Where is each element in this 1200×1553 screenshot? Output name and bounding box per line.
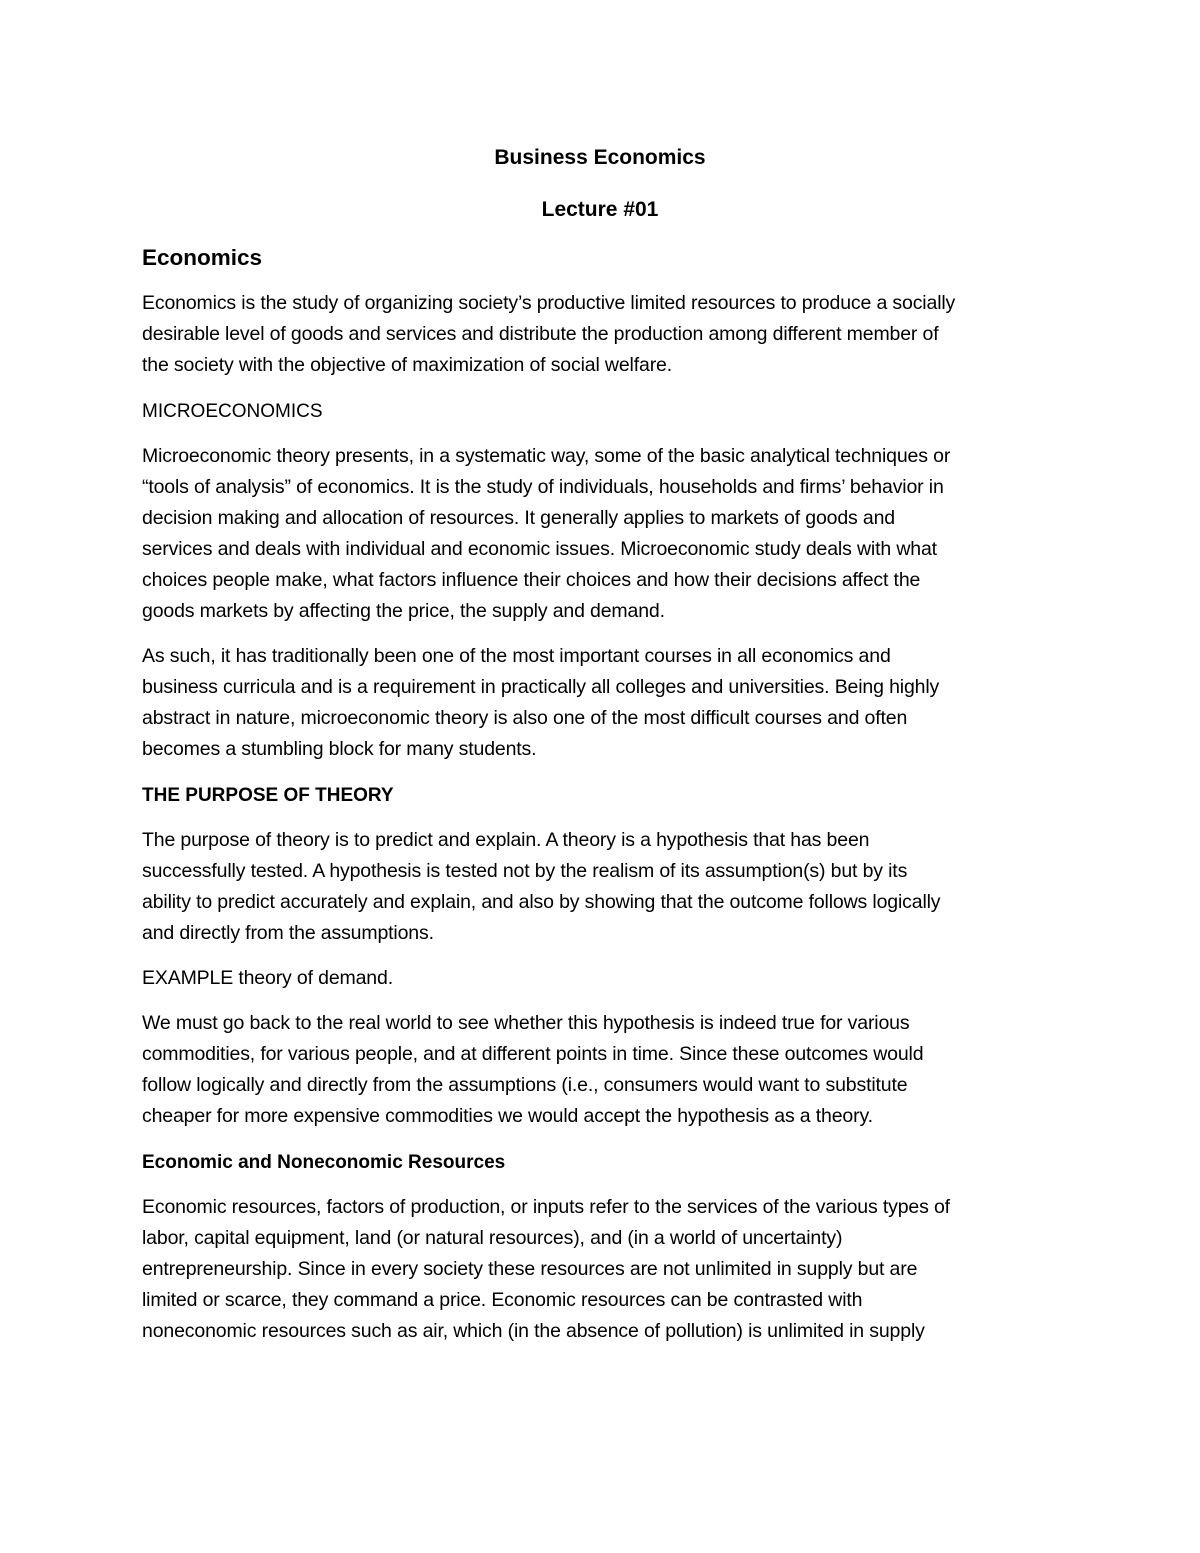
heading-economics: Economics (142, 245, 263, 270)
text-line: goods markets by affecting the price, the supply and demand. (142, 600, 665, 622)
heading-purpose-of-theory: THE PURPOSE OF THEORY (142, 785, 394, 806)
text-line: decision making and allocation of resources. It generally applies to markets of goods and (142, 507, 896, 529)
paragraph-economics-definition (142, 288, 1058, 381)
example-label (142, 963, 1058, 994)
text-line: entrepreneurship. Since in every society these resources are not unlimited in supply but are (142, 1258, 918, 1280)
text-line: ability to predict accurately and explain, and also by showing that the outcome follows logically (142, 891, 941, 913)
text-line: abstract in nature, microeconomic theory is also one of the most difficult courses and often (142, 707, 908, 729)
text-line: and directly from the assumptions. (142, 922, 434, 944)
paragraph-purpose-of-theory (142, 825, 1058, 949)
paragraph-microeconomic-theory (142, 441, 1058, 627)
heading-economic-resources: Economic and Noneconomic Resources (142, 1152, 506, 1173)
text-line: labor, capital equipment, land (or natural resources), and (in a world of uncertainty) (142, 1227, 843, 1249)
lecture-number: Lecture #01 (541, 198, 659, 221)
text-line: the society with the objective of maximization of social welfare. (142, 354, 672, 376)
text-line: We must go back to the real world to see whether this hypothesis is indeed true for various (142, 1012, 910, 1034)
text-line: cheaper for more expensive commodities we would accept the hypothesis as a theory. (142, 1105, 873, 1127)
text-line: choices people make, what factors influence their choices and how their decisions affect the (142, 569, 921, 591)
paragraph-microeconomic-importance (142, 641, 1058, 765)
text-line: successfully tested. A hypothesis is tested not by the realism of its assumption(s) but by its (142, 860, 908, 882)
paragraph-economic-resources (142, 1192, 1058, 1347)
text-line: limited or scarce, they command a price. Economic resources can be contrasted with (142, 1289, 863, 1311)
text-line: The purpose of theory is to predict and explain. A theory is a hypothesis that has been (142, 829, 870, 851)
text-line: becomes a stumbling block for many students. (142, 738, 537, 760)
document-body (142, 142, 1058, 1347)
text-line: EXAMPLE theory of demand. (142, 967, 393, 989)
heading-microeconomics: MICROECONOMICS (142, 401, 323, 422)
text-line: Economics is the study of organizing society’s productive limited resources to produce a socially (142, 292, 956, 314)
document-title: Business Economics (494, 146, 706, 169)
text-line: Microeconomic theory presents, in a systematic way, some of the basic analytical techniques or (142, 445, 951, 467)
text-line: desirable level of goods and services and distribute the production among different member of (142, 323, 939, 345)
text-line: business curricula and is a requirement in practically all colleges and universities. Being highly (142, 676, 940, 698)
paragraph-example-demand (142, 1008, 1058, 1132)
text-line: services and deals with individual and economic issues. Microeconomic study deals with what (142, 538, 937, 560)
text-line: commodities, for various people, and at different points in time. Since these outcomes would (142, 1043, 924, 1065)
text-line: noneconomic resources such as air, which (in the absence of pollution) is unlimited in supply (142, 1320, 925, 1342)
text-line: follow logically and directly from the assumptions (i.e., consumers would want to substitute (142, 1074, 908, 1096)
text-line: As such, it has traditionally been one of the most important courses in all economics and (142, 645, 891, 667)
text-line: Economic resources, factors of production, or inputs refer to the services of the various types of (142, 1196, 950, 1218)
text-line: “tools of analysis” of economics. It is the study of individuals, households and firms’ behavior in (142, 476, 944, 498)
